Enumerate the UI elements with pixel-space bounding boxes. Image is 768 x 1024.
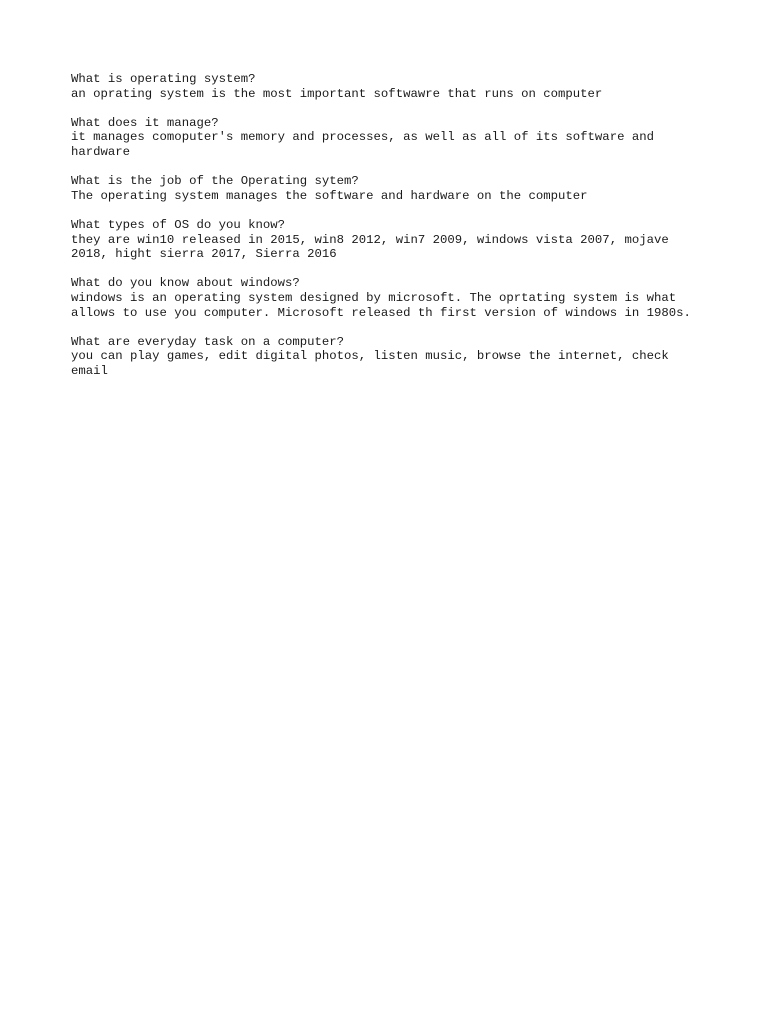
question-text: What is the job of the Operating sytem? [71,174,359,189]
question-text: What is operating system? [71,72,256,86]
qa-block [71,116,693,160]
document-page [71,72,693,393]
question-text: What are everyday task on a computer? [71,334,345,349]
answer-text: windows is an operating system designed by microsoft. The oprtating system is what allows to use you computer. Microsoft released th first version of windows in 1980s. [71,290,691,320]
answer-text: they are win10 released in 2015, win8 2012, win7 2009, windows vista 2007, mojave 2018, hight sierra 2017, Sierra 2016 [71,232,677,262]
answer-text: you can play games, edit digital photos, listen music, browse the internet, check email [71,349,677,378]
qa-block [71,218,693,262]
question-text: What do you know about windows? [71,276,300,291]
qa-block [71,174,693,203]
answer-text: an oprating system is the most important softwawre that runs on computer [71,86,603,101]
question-text: What types of OS do you know? [71,217,286,232]
answer-text: The operating system manages the software and hardware on the computer [71,188,588,203]
question-text: What does it manage? [71,115,219,130]
qa-block [71,72,693,101]
answer-text: it manages comoputer's memory and processes, as well as all of its software and hardware [71,130,662,159]
qa-block [71,276,693,320]
qa-block [71,335,693,379]
